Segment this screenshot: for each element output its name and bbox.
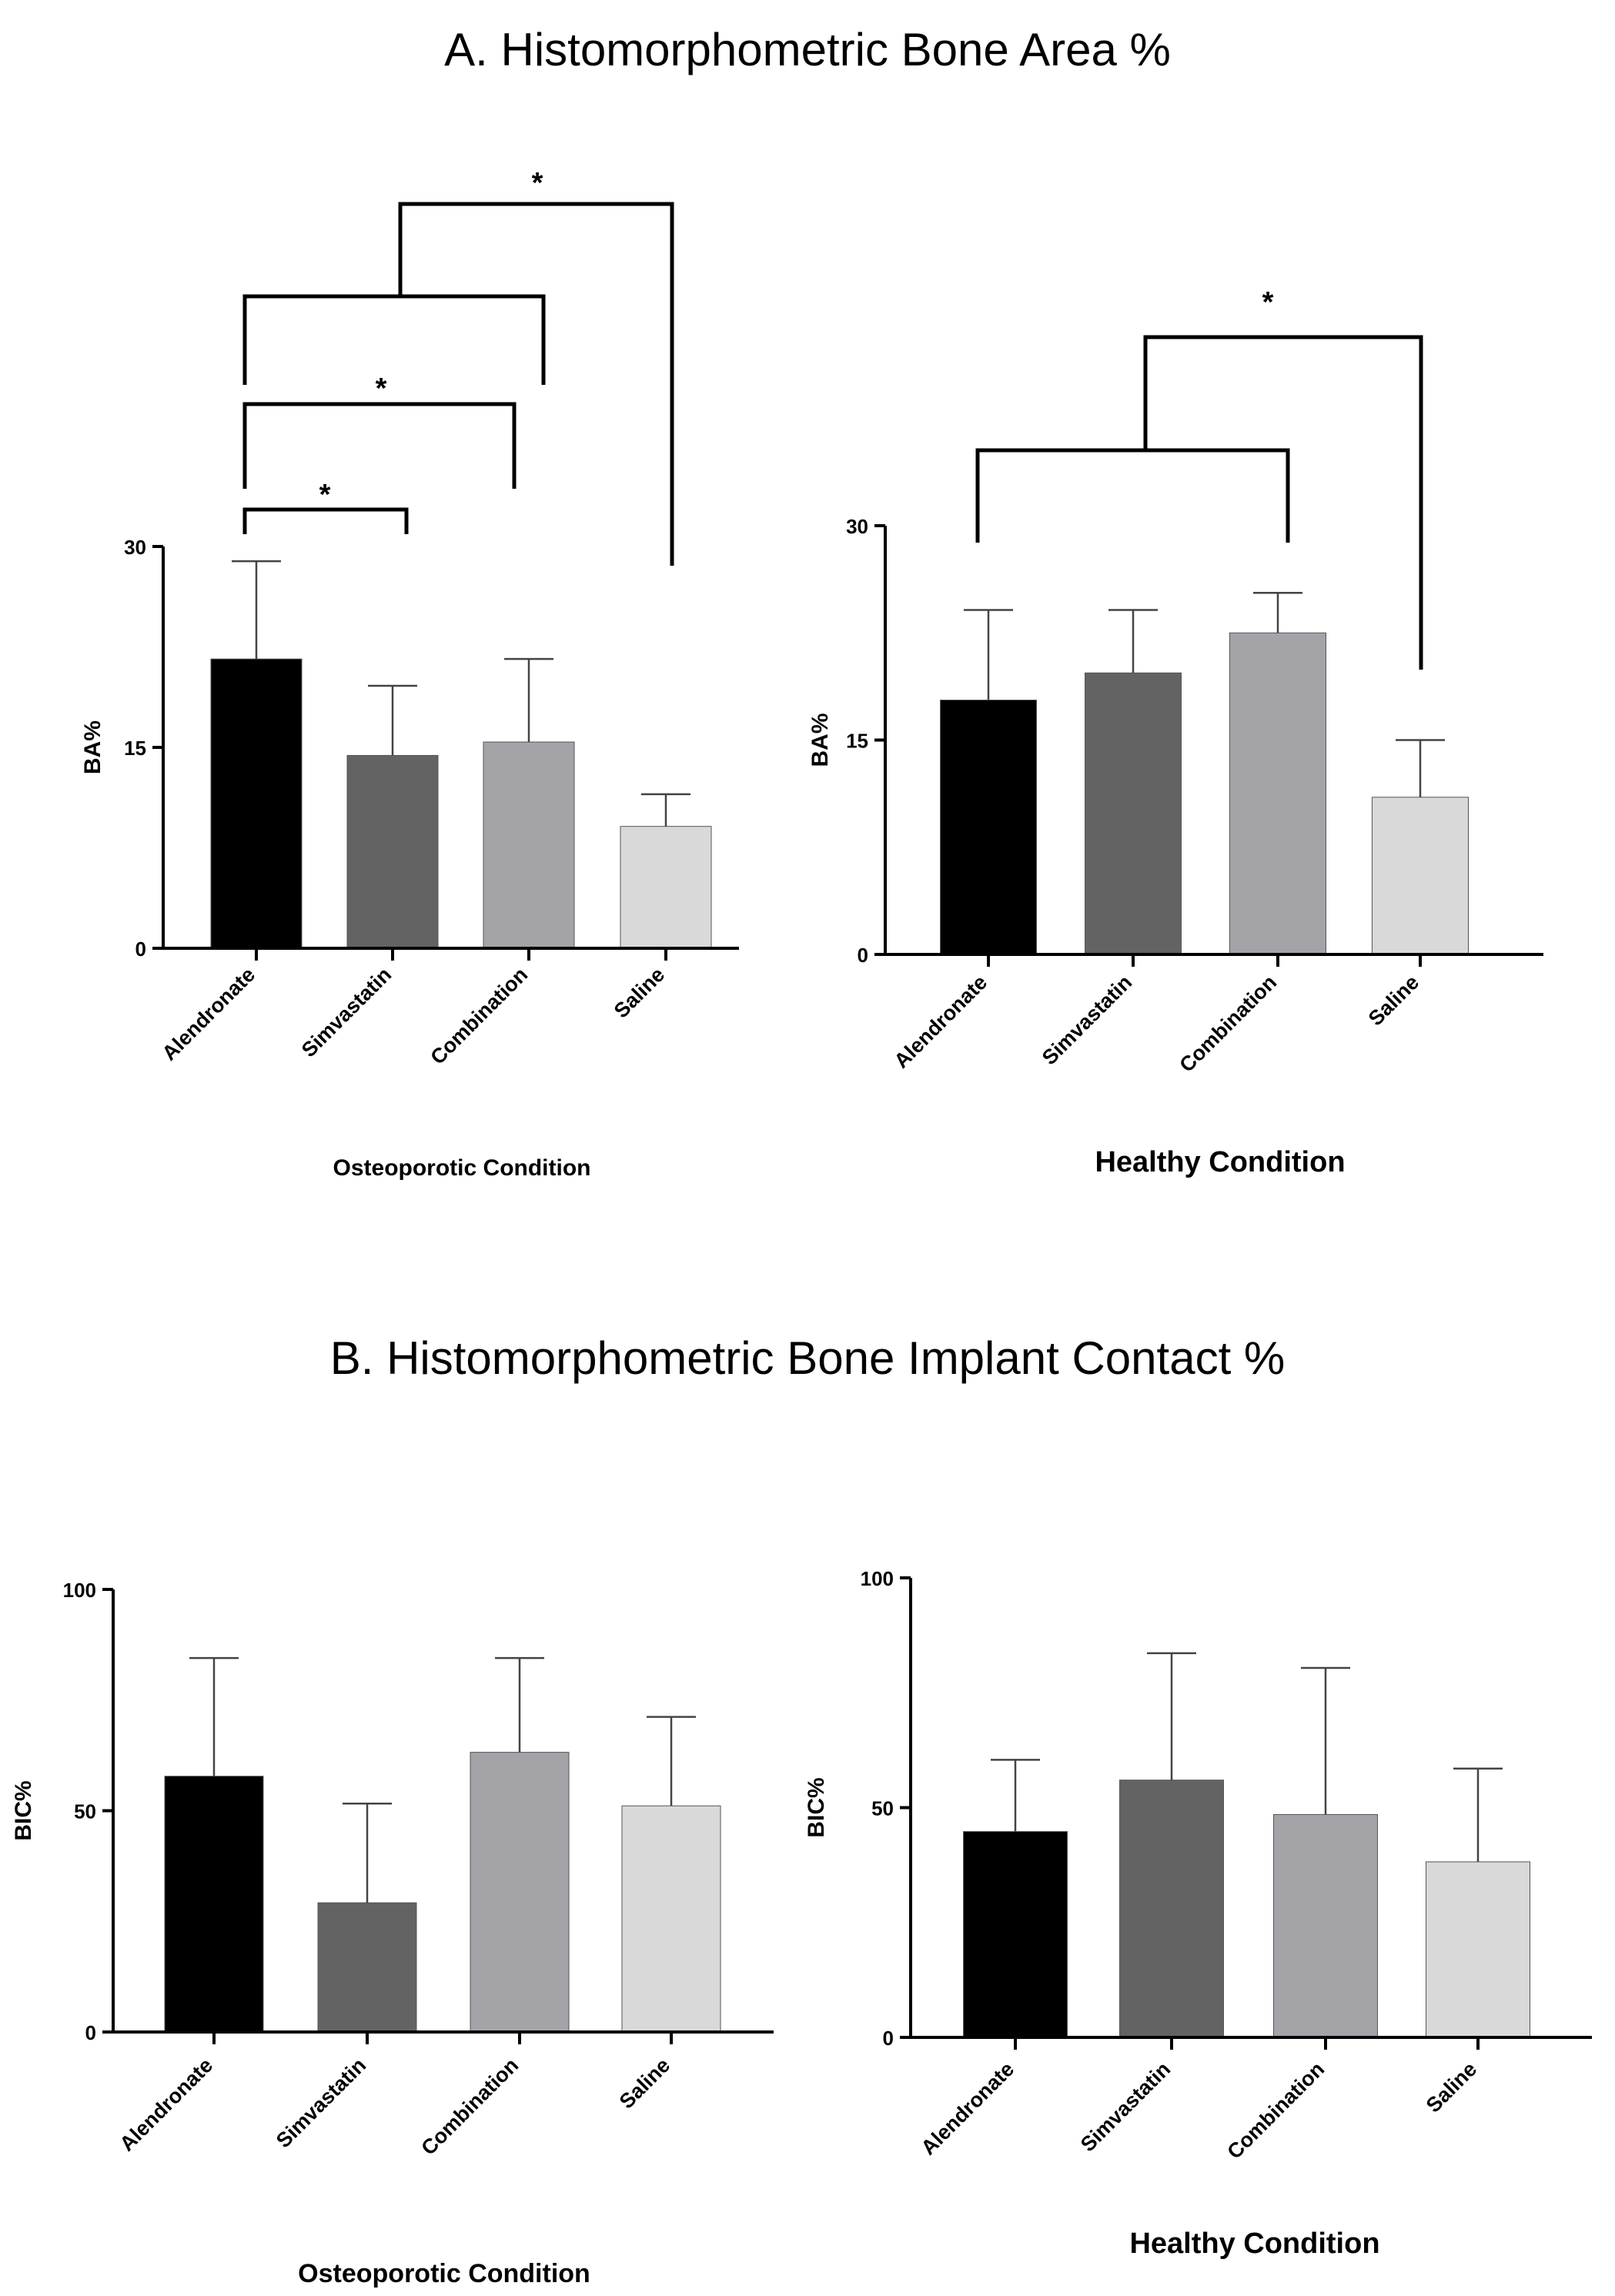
bar-combination xyxy=(1230,633,1326,954)
bar-saline xyxy=(1373,797,1469,954)
chart-bic-osteoporotic xyxy=(11,1579,774,2288)
x-axis-title: Osteoporotic Condition xyxy=(333,1155,591,1181)
y-tick-label: 15 xyxy=(846,729,868,753)
category-label-alendronate: Alendronate xyxy=(115,2054,218,2156)
significance-star: * xyxy=(1262,286,1274,319)
y-tick-label: 50 xyxy=(74,1800,96,1823)
y-axis-title: BA% xyxy=(808,713,833,767)
bar-simvastatin xyxy=(347,755,438,948)
y-tick-label: 30 xyxy=(124,536,146,559)
significance-star: * xyxy=(375,373,387,405)
x-axis-title: Healthy Condition xyxy=(1129,2227,1380,2260)
bar-saline xyxy=(622,1806,721,2032)
category-label-simvastatin: Simvastatin xyxy=(1037,971,1137,1070)
section-title-b: B. Histomorphometric Bone Implant Contact % xyxy=(329,1332,1286,1384)
category-label-saline: Saline xyxy=(609,963,670,1023)
significance-star: * xyxy=(319,479,331,511)
y-axis-title: BIC% xyxy=(11,1780,36,1841)
y-tick-label: 0 xyxy=(857,944,868,967)
x-axis-title: Osteoporotic Condition xyxy=(298,2259,590,2288)
y-tick-label: 50 xyxy=(871,1796,894,1820)
category-label-saline: Saline xyxy=(614,2054,675,2114)
significance-star: * xyxy=(531,167,543,199)
bar-combination xyxy=(483,742,574,948)
section-title-a: A. Histomorphometric Bone Area % xyxy=(444,24,1171,75)
x-axis-title: Healthy Condition xyxy=(1095,1146,1346,1178)
y-tick-label: 100 xyxy=(860,1567,894,1590)
category-label-alendronate: Alendronate xyxy=(157,963,260,1065)
chart-ba-osteoporotic xyxy=(80,167,739,1181)
bar-combination xyxy=(1274,1814,1378,2037)
y-tick-label: 30 xyxy=(846,515,868,538)
bar-simvastatin xyxy=(1085,673,1182,954)
bar-alendronate xyxy=(211,659,302,948)
significance-bracket xyxy=(978,337,1421,670)
bar-simvastatin xyxy=(1120,1780,1224,2037)
y-tick-label: 0 xyxy=(882,2027,894,2050)
bar-saline xyxy=(1426,1862,1530,2037)
bar-saline xyxy=(620,827,711,948)
category-label-saline: Saline xyxy=(1421,2057,1482,2117)
category-label-combination: Combination xyxy=(1175,971,1282,1077)
bar-simvastatin xyxy=(318,1903,416,2032)
y-tick-label: 0 xyxy=(85,2021,96,2044)
bar-alendronate xyxy=(941,700,1037,954)
significance-bracket xyxy=(245,510,406,534)
category-label-alendronate: Alendronate xyxy=(889,971,992,1073)
y-tick-label: 0 xyxy=(135,937,146,961)
y-axis-title: BA% xyxy=(80,720,105,775)
chart-ba-healthy xyxy=(808,286,1543,1178)
y-tick-label: 15 xyxy=(124,737,146,760)
category-label-simvastatin: Simvastatin xyxy=(1075,2057,1175,2157)
y-tick-label: 100 xyxy=(62,1579,96,1602)
chart-bic-healthy xyxy=(804,1567,1592,2260)
bar-alendronate xyxy=(964,1832,1068,2037)
category-label-alendronate: Alendronate xyxy=(916,2057,1019,2160)
category-label-saline: Saline xyxy=(1363,971,1424,1031)
y-axis-title: BIC% xyxy=(804,1777,829,1838)
category-label-combination: Combination xyxy=(1222,2057,1329,2164)
category-label-combination: Combination xyxy=(416,2054,523,2160)
category-label-combination: Combination xyxy=(426,963,533,1069)
bar-combination xyxy=(470,1753,569,2032)
category-label-simvastatin: Simvastatin xyxy=(271,2054,371,2153)
category-label-simvastatin: Simvastatin xyxy=(296,963,396,1062)
significance-bracket xyxy=(245,404,514,489)
bar-alendronate xyxy=(165,1776,263,2032)
